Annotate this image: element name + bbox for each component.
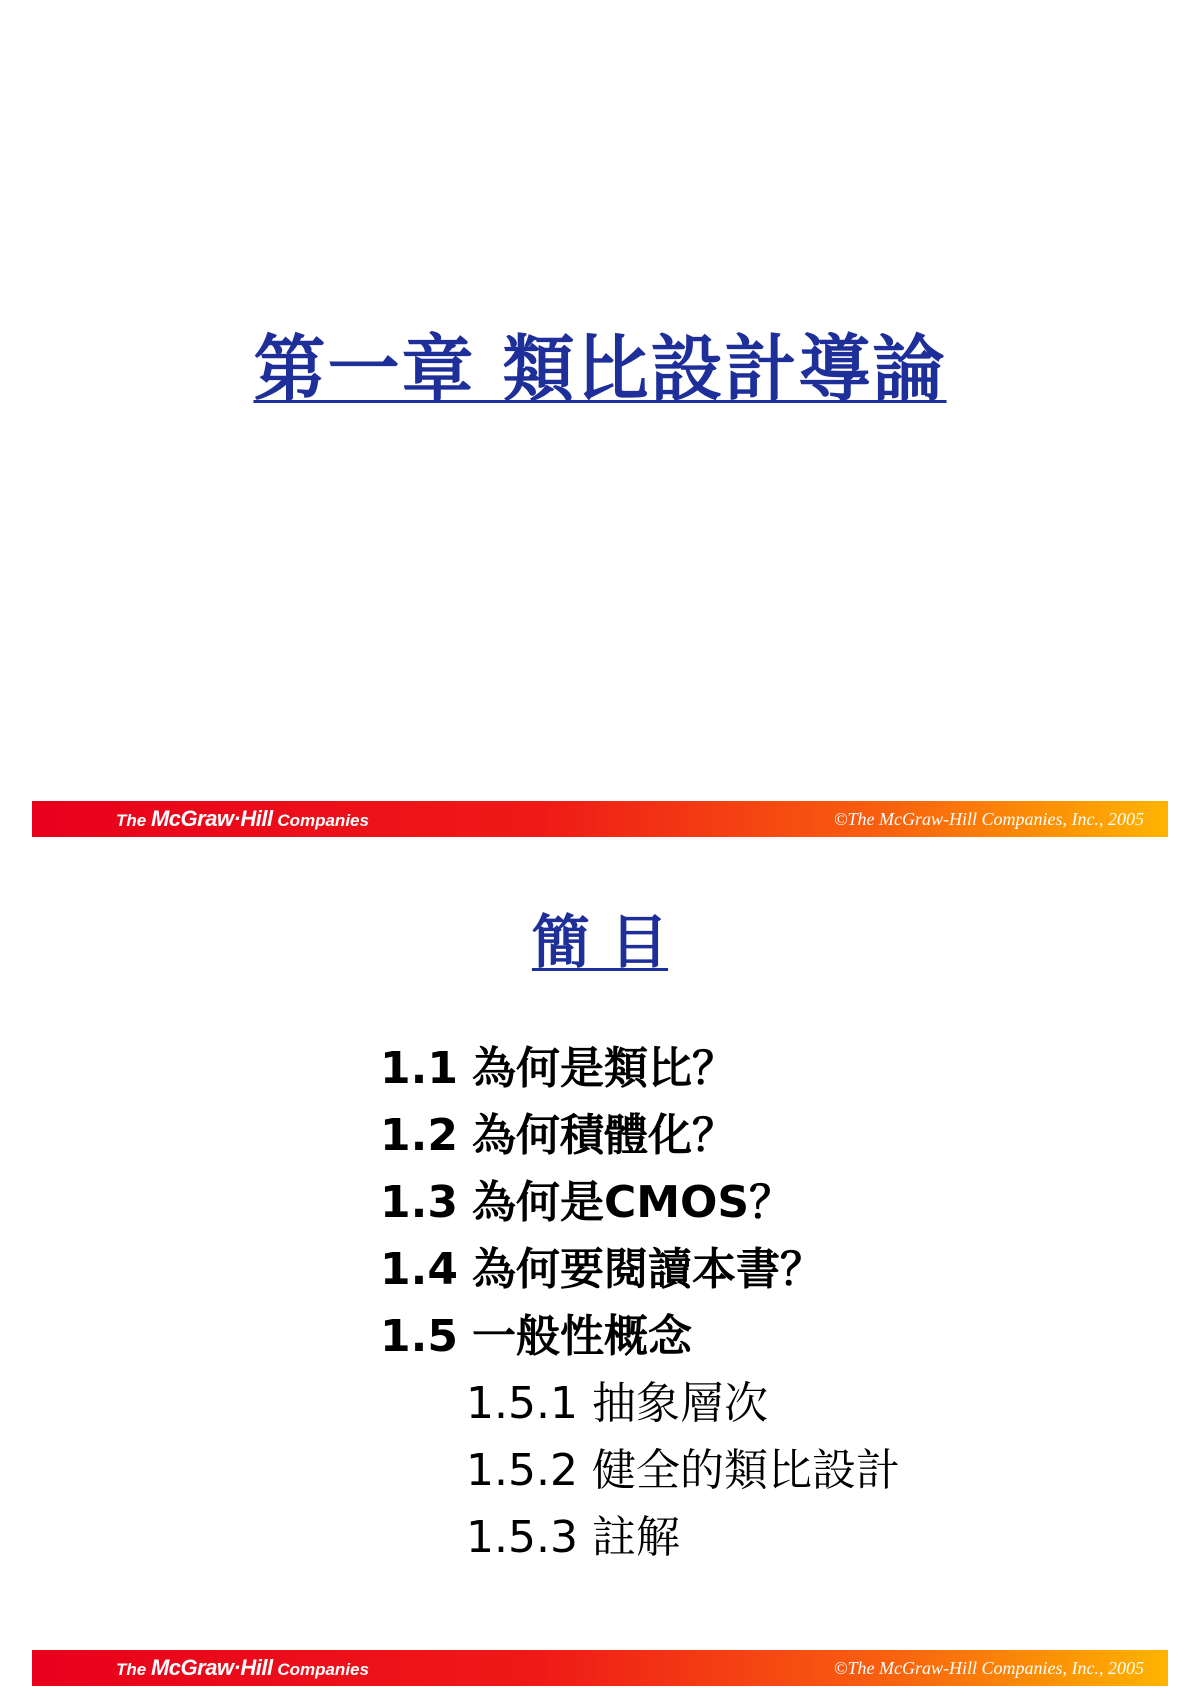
publisher-logo: [116, 1655, 369, 1681]
copyright-notice: ©The McGraw-Hill Companies, Inc., 2005: [833, 1658, 1144, 1678]
toc-number: 1.2: [380, 1110, 458, 1161]
brand-the: The: [116, 1660, 151, 1679]
toc-text: 為何要閱讀本書？: [471, 1244, 824, 1295]
publisher-logo: [116, 806, 369, 832]
toc-number: 1.5.1: [466, 1378, 578, 1429]
toc-number: 1.5: [380, 1311, 458, 1362]
brand-companies: Companies: [272, 811, 369, 830]
chapter-title: [0, 328, 1200, 410]
toc-number: 1.3: [380, 1177, 458, 1228]
brand-companies: Companies: [272, 1660, 369, 1679]
toc-number: 1.4: [380, 1244, 458, 1295]
toc-text: 一般性概念: [471, 1311, 692, 1362]
toc-text: 為何是CMOS？: [471, 1177, 794, 1228]
toc-text: 為何是類比？: [471, 1043, 736, 1094]
toc-number: 1.1: [380, 1043, 458, 1094]
toc-number: 1.5.2: [466, 1445, 578, 1496]
toc-item-1-1: [380, 1035, 1160, 1102]
toc-item-1-2: [380, 1102, 1160, 1169]
toc-item-1-5-2: [380, 1437, 1160, 1504]
toc-text: 健全的類比設計: [591, 1445, 900, 1496]
brand-the: The: [116, 811, 151, 830]
toc-text: 抽象層次: [591, 1378, 768, 1429]
footer-bar: [32, 801, 1168, 837]
brand-name: McGraw·Hill: [150, 806, 273, 831]
toc-item-1-5-1: [380, 1370, 1160, 1437]
toc-text: 註解: [591, 1512, 680, 1563]
toc-title: [0, 909, 1200, 975]
toc-number: 1.5.3: [466, 1512, 578, 1563]
toc-item-1-5-3: [380, 1504, 1160, 1571]
toc-item-1-5: [380, 1303, 1160, 1370]
toc-list: [380, 1035, 1160, 1571]
copyright-notice: ©The McGraw-Hill Companies, Inc., 2005: [833, 809, 1144, 829]
toc-text: 為何積體化？: [471, 1110, 736, 1161]
toc-title-text: 簡 目: [531, 908, 669, 976]
chapter-title-text: 第一章 類比設計導論: [253, 327, 947, 411]
footer-bar: [32, 1650, 1168, 1686]
toc-item-1-4: [380, 1236, 1160, 1303]
toc-item-1-3: [380, 1169, 1160, 1236]
slide-table-of-contents: [0, 849, 1200, 1698]
brand-name: McGraw·Hill: [150, 1655, 273, 1680]
